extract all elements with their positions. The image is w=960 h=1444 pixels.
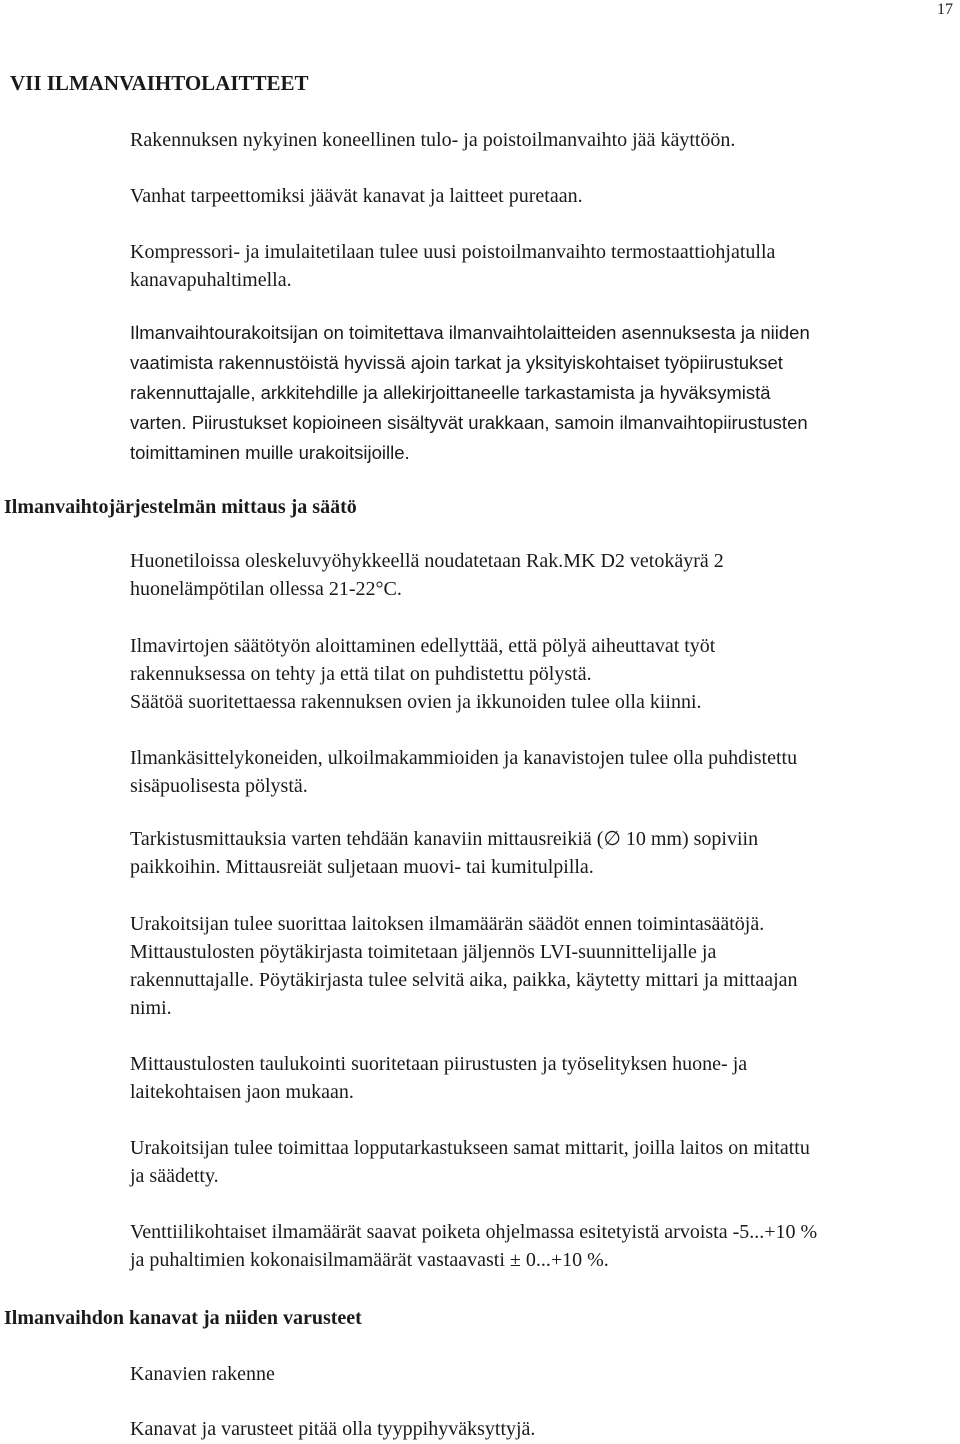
text-line: ja säädetty. bbox=[130, 1165, 219, 1187]
subheading-duct-structure: Kanavien rakenne bbox=[130, 1363, 275, 1385]
paragraph-airflow-adjustment bbox=[130, 632, 956, 716]
text-line: Venttiilikohtaiset ilmamäärät saavat poiketa ohjelmassa esitetyistä arvoista -5...+10 % bbox=[130, 1221, 818, 1243]
paragraph-contractor-drawings bbox=[130, 318, 956, 468]
page-number: 17 bbox=[937, 1, 953, 18]
text-line: sisäpuolisesta pölystä. bbox=[130, 775, 308, 797]
text-line: ja puhaltimien kokonaisilmamäärät vastaavasti ± 0...+10 %. bbox=[130, 1249, 609, 1271]
text-line: Ilmankäsittelykoneiden, ulkoilmakammioiden ja kanavistojen tulee olla puhdistettu bbox=[130, 747, 798, 769]
text-line: varten. Piirustukset kopioineen sisältyvät urakkaan, samoin ilmanvaihtopiirustusten bbox=[130, 412, 808, 433]
text-line: laitekohtaisen jaon mukaan. bbox=[130, 1081, 354, 1103]
text-line: Huonetiloissa oleskeluvyöhykkeellä noudatetaan Rak.MK D2 vetokäyrä 2 bbox=[130, 550, 724, 572]
text-line: Ilmanvaihtourakoitsijan on toimitettava ilmanvaihtolaitteiden asennuksesta ja niiden bbox=[130, 322, 810, 343]
text-line: rakennuttajalle, arkkitehdille ja allekirjoittaneelle tarkastamista ja hyväksymistä bbox=[130, 382, 771, 403]
paragraph-results-tabulation bbox=[130, 1050, 956, 1106]
text-line: Urakoitsijan tulee toimittaa lopputarkastukseen samat mittarit, joilla laitos on mitattu bbox=[130, 1137, 810, 1159]
text-line: paikkoihin. Mittausreiät suljetaan muovi- tai kumitulpilla. bbox=[130, 856, 594, 878]
text-line: Ilmavirtojen säätötyön aloittaminen edellyttää, että pölyä aiheuttavat työt bbox=[130, 635, 716, 657]
text-line: rakennuttajalle. Pöytäkirjasta tulee selvitä aika, paikka, käytetty mittari ja mittaajan bbox=[130, 969, 798, 991]
paragraph-tolerances bbox=[130, 1218, 956, 1274]
text-line: Säätöä suoritettaessa rakennuksen ovien ja ikkunoiden tulee olla kiinni. bbox=[130, 691, 702, 713]
text-line: toimittaminen muille urakoitsijoille. bbox=[130, 442, 410, 463]
text-line: Mittaustulosten pöytäkirjasta toimitetaan jäljennös LVI-suunnittelijalle ja bbox=[130, 941, 717, 963]
text-line: vaatimista rakennustöistä hyvissä ajoin tarkat ja yksityiskohtaiset työpiirustukset bbox=[130, 352, 783, 373]
text-line: rakennuksessa on tehty ja että tilat on puhdistettu pölystä. bbox=[130, 663, 592, 685]
paragraph-room-zone bbox=[130, 547, 956, 603]
section-heading-measurement: Ilmanvaihtojärjestelmän mittaus ja säätö bbox=[4, 496, 357, 518]
paragraph-cleaning bbox=[130, 744, 956, 800]
paragraph-old-ducts-removed: Vanhat tarpeettomiksi jäävät kanavat ja laitteet puretaan. bbox=[130, 185, 583, 207]
text-line: Mittaustulosten taulukointi suoritetaan piirustusten ja työselityksen huone- ja bbox=[130, 1053, 748, 1075]
text-line: Kompressori- ja imulaitetilaan tulee uusi poistoilmanvaihto termostaattiohjatulla bbox=[130, 241, 776, 263]
paragraph-measurement-holes bbox=[130, 825, 956, 881]
text-line: kanavapuhaltimella. bbox=[130, 269, 292, 291]
text-line: Tarkistusmittauksia varten tehdään kanaviin mittausreikiä (∅ 10 mm) sopiviin bbox=[130, 828, 759, 850]
paragraph-ventilation-kept: Rakennuksen nykyinen koneellinen tulo- ja poistoilmanvaihto jää käyttöön. bbox=[130, 129, 736, 151]
paragraph-final-inspection bbox=[130, 1134, 956, 1190]
section-heading-ducts: Ilmanvaihdon kanavat ja niiden varusteet bbox=[4, 1307, 362, 1329]
text-line: huonelämpötilan ollessa 21-22°C. bbox=[130, 578, 402, 600]
paragraph-air-volume-adjustment bbox=[130, 910, 956, 1022]
text-line: Urakoitsijan tulee suorittaa laitoksen ilmamäärän säädöt ennen toimintasäätöjä. bbox=[130, 913, 765, 935]
text-line: nimi. bbox=[130, 997, 172, 1019]
paragraph-compressor-room bbox=[130, 238, 956, 294]
paragraph-type-approved: Kanavat ja varusteet pitää olla tyyppihyväksyttyjä. bbox=[130, 1418, 536, 1440]
chapter-heading: VII ILMANVAIHTOLAITTEET bbox=[10, 71, 309, 95]
